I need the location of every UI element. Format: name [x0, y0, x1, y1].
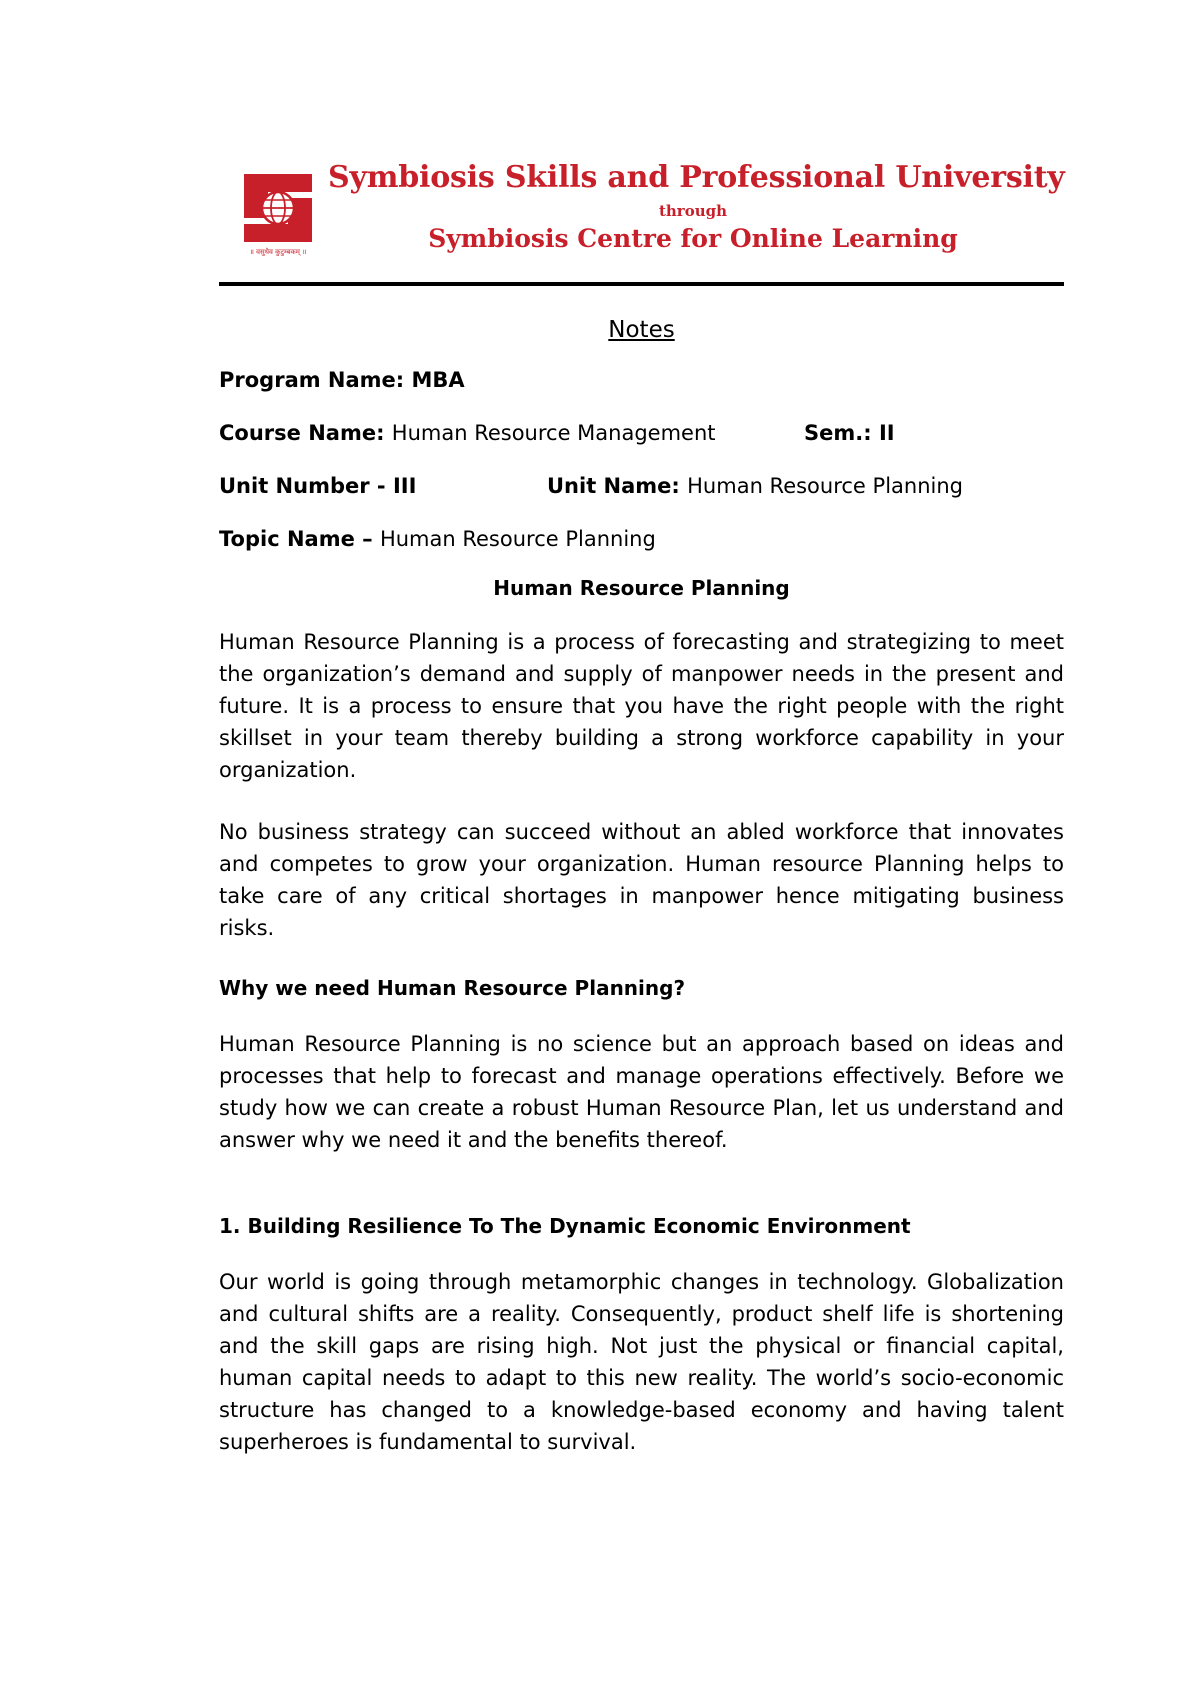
unit-name-label: Unit Name:	[547, 474, 688, 498]
course-value: Human Resource Management	[391, 421, 716, 445]
course-line	[219, 419, 1064, 447]
topic-line	[219, 525, 1064, 553]
paragraph-strategy: No business strategy can succeed without an abled workforce that innovates and competes to grow your organization. Human resource Planning helps to take care of any critical shortages in manpower hence mitigating business risks.	[219, 820, 1064, 940]
paragraph-definition: Human Resource Planning is a process of forecasting and strategizing to meet the organization’s demand and supply of manpower needs in the present and future. It is a process to ensure that you have the right people with the right skillset in your team thereby building a strong workforce capability in your organization.	[219, 630, 1064, 782]
centre-name: Symbiosis Centre for Online Learning	[428, 224, 958, 253]
program-line	[219, 366, 1064, 394]
unit-name-field	[547, 472, 963, 500]
course-label: Course Name:	[219, 421, 392, 445]
why-heading: Why we need Human Resource Planning?	[219, 976, 686, 1000]
paragraph-resilience: Our world is going through metamorphic changes in technology. Globalization and cultural shifts are a reality. Consequently, product shelf life is shortening and the skill gaps are rising high. Not just the physical or financial capital, human capital needs to adapt to this new reality. The world’s socio-economic structure has changed to a knowledge-based economy and having talent superheroes is fundamental to survival.	[219, 1270, 1064, 1454]
letterhead	[238, 160, 1065, 265]
section-title: Human Resource Planning	[493, 576, 790, 600]
topic-label: Topic Name –	[219, 527, 380, 551]
semester-field	[804, 419, 895, 447]
sem-value: II	[878, 421, 895, 445]
university-logo	[238, 168, 318, 260]
notes-title: Notes	[608, 317, 675, 343]
university-logo-icon	[238, 168, 318, 248]
topic-value: Human Resource Planning	[379, 527, 656, 551]
document-body	[219, 316, 1064, 1488]
point-1-heading: 1. Building Resilience To The Dynamic Economic Environment	[219, 1214, 911, 1238]
program-value: MBA	[411, 368, 465, 392]
university-name: Symbiosis Skills and Professional University	[328, 160, 1065, 195]
unit-number-label: Unit Number -	[219, 474, 393, 498]
through-label: through	[658, 202, 728, 220]
sem-label: Sem.:	[804, 421, 879, 445]
unit-number-value: III	[392, 474, 417, 498]
unit-line	[219, 472, 1064, 500]
header-divider	[219, 282, 1064, 286]
logo-motto: ॥ वसुधैव कुटुम्बकम् ॥	[249, 248, 307, 256]
program-label: Program Name:	[219, 368, 412, 392]
paragraph-approach: Human Resource Planning is no science but an approach based on ideas and processes that help to forecast and manage operations effectively. Before we study how we can create a robust Human Resource Plan, let us understand and answer why we need it and the benefits thereof.	[219, 1032, 1064, 1152]
unit-name-value: Human Resource Planning	[687, 474, 963, 498]
